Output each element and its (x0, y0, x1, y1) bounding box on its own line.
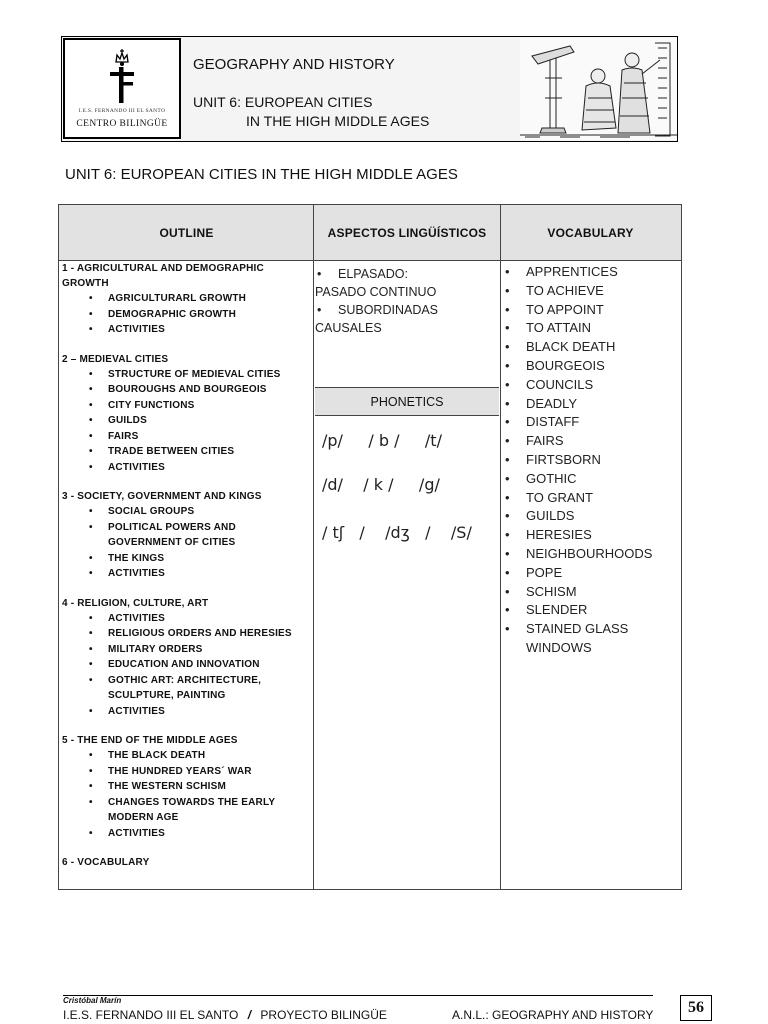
outline-subtopic: • CHANGES TOWARDS THE EARLY MODERN AGE (62, 795, 312, 826)
vocabulary-item: • COUNCILS (502, 376, 680, 395)
phonetics-row: /d/ / k / /g/ (322, 475, 440, 494)
outline-section-title: 5 - THE END OF THE MIDDLE AGES (62, 735, 238, 746)
outline-subtopic: • MILITARY ORDERS (62, 642, 312, 658)
unit-title-line-1: UNIT 6: EUROPEAN CITIES (193, 94, 373, 110)
vocabulary-item: • TO APPOINT (502, 301, 680, 320)
outline-subtopic: • FAIRS (62, 429, 312, 445)
logo-small-text: I.E.S. FERNANDO III EL SANTO (78, 108, 166, 114)
outline-subtopic: • EDUCATION AND INNOVATION (62, 657, 312, 673)
vocabulary-item: • TO ACHIEVE (502, 282, 680, 301)
vocabulary-header: VOCABULARY (547, 225, 634, 240)
vocabulary-item: • SLENDER (502, 601, 680, 620)
phonetics-header: PHONETICS (315, 387, 499, 416)
outline-subtopic: • ACTIVITIES (62, 704, 312, 720)
grammar-item: • ELPASADO: (315, 265, 499, 283)
vocabulary-item: • BLACK DEATH (502, 338, 680, 357)
vocabulary-item: • DEADLY (502, 395, 680, 414)
vocabulary-item: • NEIGHBOURHOODS (502, 545, 680, 564)
linguistic-header: ASPECTOS LINGÜÍSTICOS (327, 225, 487, 240)
vocabulary-item: • GOTHIC (502, 470, 680, 489)
footer-divider (63, 995, 653, 996)
vocabulary-item: • STAINED GLASS WINDOWS (502, 620, 680, 658)
footer-school (63, 1008, 387, 1022)
outline-subtopic: • GOTHIC ART: ARCHITECTURE, SCULPTURE, PAINTING (62, 673, 312, 704)
column-divider (500, 205, 501, 889)
outline-subtopic: • DEMOGRAPHIC GROWTH (62, 307, 312, 323)
outline-subtopic: • POLITICAL POWERS AND GOVERNMENT OF CITIES (62, 520, 312, 551)
document-header (61, 36, 678, 142)
grammar-item-continuation: CAUSALES (315, 321, 382, 335)
page-number: 56 (680, 995, 712, 1021)
outline-subtopic: • AGRICULTURARL GROWTH (62, 291, 312, 307)
outline-subtopic: • GUILDS (62, 413, 312, 429)
school-emblem-icon (65, 40, 179, 110)
vocabulary-list (502, 261, 680, 658)
outline-subtopics (62, 504, 312, 582)
outline-subtopic: • THE KINGS (62, 551, 312, 567)
vocabulary-item: • SCHISM (502, 583, 680, 602)
vocabulary-item: • HERESIES (502, 526, 680, 545)
footer-project: PROYECTO BILINGÜE (260, 1008, 387, 1022)
outline-subtopic: • ACTIVITIES (62, 460, 312, 476)
outline-subtopic: • THE BLACK DEATH (62, 748, 312, 764)
unit-title-line-2: IN THE HIGH MIDDLE AGES (246, 113, 430, 129)
vocabulary-column (502, 261, 680, 658)
outline-subtopics (62, 611, 312, 720)
grammar-item-continuation: PASADO CONTINUO (315, 285, 437, 299)
linguistic-column (315, 261, 499, 542)
phonetics-row: /p/ / b / /t/ (322, 431, 442, 450)
grammar-points (315, 261, 499, 337)
footer-subject: A.N.L.: GEOGRAPHY AND HISTORY (452, 1008, 654, 1022)
outline-subtopic: • SOCIAL GROUPS (62, 504, 312, 520)
vocabulary-item: • APPRENTICES (502, 263, 680, 282)
outline-table (58, 204, 682, 890)
outline-section-title: 2 – MEDIEVAL CITIES (62, 353, 169, 365)
outline-section-title: 1 - AGRICULTURAL AND DEMOGRAPHIC GROWTH (62, 263, 264, 289)
vocabulary-item: • BOURGEOIS (502, 357, 680, 376)
column-divider (313, 205, 314, 889)
vocabulary-item: • GUILDS (502, 507, 680, 526)
outline-column (62, 261, 312, 884)
table-header-row (59, 205, 681, 261)
outline-subtopics (62, 748, 312, 841)
outline-subtopic: • ACTIVITIES (62, 566, 312, 582)
vocabulary-item: • FIRTSBORN (502, 451, 680, 470)
school-logo (63, 38, 181, 139)
vocabulary-item: • DISTAFF (502, 413, 680, 432)
outline-subtopic: • ACTIVITIES (62, 611, 312, 627)
vocabulary-item: • FAIRS (502, 432, 680, 451)
outline-subtopic: • BOUROUGHS AND BOURGEOIS (62, 382, 312, 398)
logo-school-name: CENTRO BILINGÜE (76, 119, 168, 129)
outline-section-title: 4 - RELIGION, CULTURE, ART (62, 597, 209, 609)
grammar-item: • SUBORDINADAS (315, 301, 499, 319)
outline-subtopic: • STRUCTURE OF MEDIEVAL CITIES (62, 367, 312, 383)
vocabulary-item: • TO ATTAIN (502, 319, 680, 338)
footer-school-name: I.E.S. FERNANDO III EL SANTO (63, 1008, 239, 1022)
outline-subtopic: • TRADE BETWEEN CITIES (62, 444, 312, 460)
outline-subtopic: • CITY FUNCTIONS (62, 398, 312, 414)
vocabulary-item: • TO GRANT (502, 489, 680, 508)
outline-section-title: 6 - VOCABULARY (62, 857, 150, 868)
medieval-woodcut-illustration (520, 38, 677, 140)
outline-subtopic: • THE WESTERN SCHISM (62, 779, 312, 795)
outline-header: OUTLINE (159, 225, 214, 240)
outline-subtopics (62, 291, 312, 338)
outline-subtopic: • ACTIVITIES (62, 826, 312, 842)
subject-title: GEOGRAPHY AND HISTORY (193, 56, 395, 73)
outline-subtopic: • ACTIVITIES (62, 322, 312, 338)
outline-section-title: 3 - SOCIETY, GOVERNMENT AND KINGS (62, 491, 262, 502)
outline-subtopics (62, 367, 312, 476)
phonetics-row: / tʃ / /dʒ / /S/ (322, 523, 472, 542)
author-name: Cristóbal Marín (63, 996, 122, 1005)
vocabulary-item: • POPE (502, 564, 680, 583)
footer-separator: / (247, 1008, 252, 1022)
outline-subtopic: • THE HUNDRED YEARS´ WAR (62, 764, 312, 780)
page-title: UNIT 6: EUROPEAN CITIES IN THE HIGH MIDDLE AGES (65, 166, 458, 183)
outline-subtopic: • RELIGIOUS ORDERS AND HERESIES (62, 626, 312, 642)
